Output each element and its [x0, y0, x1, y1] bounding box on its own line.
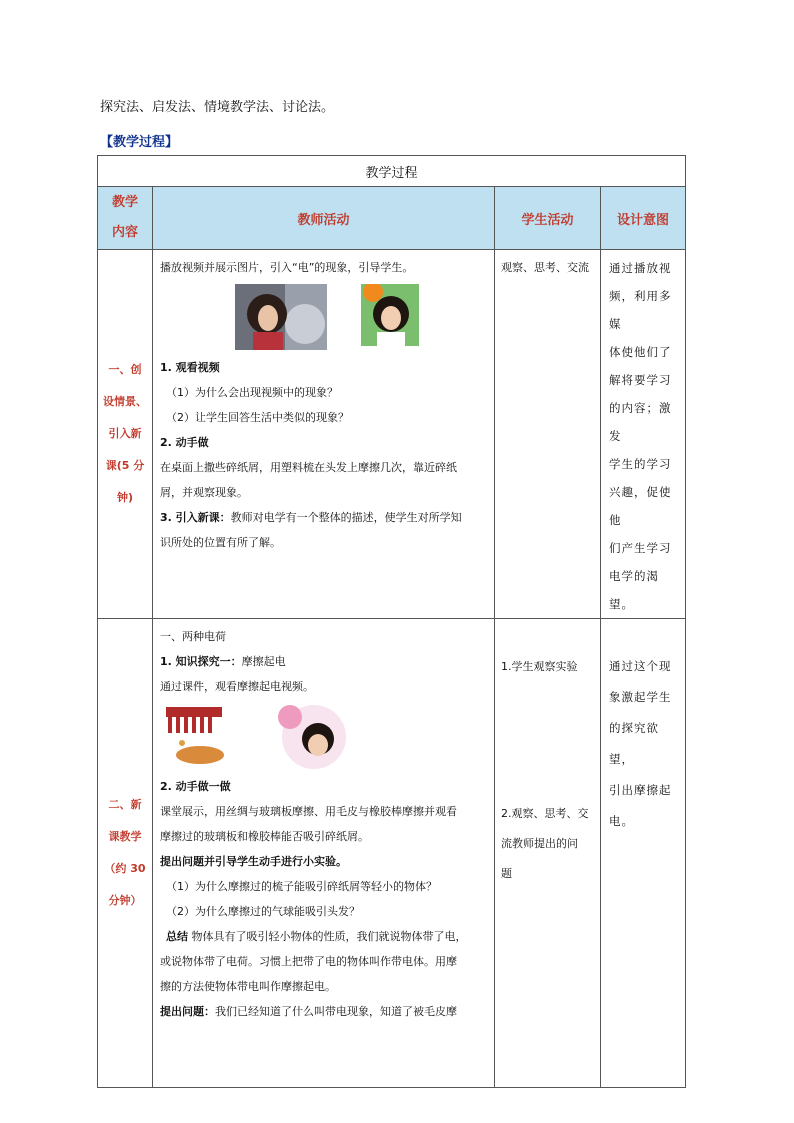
- row1-design-intent: 通过播放视 频，利用多媒 体使他们了 解将要学习 的内容；激发 学生的学习 兴趣，促使他 们产生学习 电学的渴望。: [601, 250, 686, 619]
- intro-text: 探究法、启发法、情境教学法、讨论法。: [100, 100, 335, 115]
- comb-paper-photo: [160, 703, 226, 767]
- row2-design-intent: 通过这个现 象激起学生 的探究欲望， 引出摩擦起 电。: [601, 619, 686, 1088]
- row2-label: 二、新 课教学 （约 30 分钟）: [98, 619, 153, 1088]
- girl-hair-standing-photo: [235, 284, 327, 350]
- header-intent: 设计意图: [601, 187, 686, 250]
- section-heading: 【教学过程】: [100, 135, 179, 150]
- girl-pink-balloon-photo: [272, 701, 352, 771]
- teaching-process-table: [97, 155, 686, 1088]
- friction-electricity-photos: [160, 699, 487, 774]
- girl-balloon-photo: [361, 284, 419, 346]
- row1-teacher-activity: 播放视频并展示图片，引入“电”的现象，引导学生。 1. 观看视频 （1）为什么会出现视频中的现象？ （2）让学生回答生活中类似的现象？ 2. 动手做 在桌面上撒些碎纸屑，用塑料梳在头发上摩擦几次，靠近碎纸 屑，并观察现象。 3. 引入新课：教师对电学有一个整体的描述，使学生对所学知 识所处的位置有所了解。: [153, 250, 495, 619]
- table-title: 教学过程: [98, 156, 686, 187]
- header-teacher: 教师活动: [153, 187, 495, 250]
- static-electricity-photos: [160, 280, 487, 355]
- header-student: 学生活动: [495, 187, 601, 250]
- row2-student-activity: 1.学生观察实验 2.观察、思考、交 流教师提出的问 题: [495, 619, 601, 1088]
- row2-teacher-activity: 一、两种电荷 1. 知识探究一：摩擦起电 通过课件，观看摩擦起电视频。 2. 动手做一做 课堂展示，用丝绸与玻璃板摩擦、用毛皮与橡胶棒摩擦并观看 摩擦过的玻璃板和橡胶棒能否吸引碎纸屑。 提出问题并引导学生动手进行小实验。 （1）为什么摩擦过的梳子能吸引碎纸屑等轻小的物体？ （2）为什么摩擦过的气球能吸引头发？ 总结 物体具有了吸引轻小物体的性质，我们就说物体带了电， 或说物体带了电荷。习惯上把带了电的物体叫作带电体。用摩 擦的方法使物体带电叫作摩擦起电。 提出问题：我们已经知道了什么叫带电现象，知道了被毛皮摩: [153, 619, 495, 1088]
- header-content: 教学 内容: [98, 187, 153, 250]
- row1-student-activity: 观察、思考、交流: [495, 250, 601, 619]
- row1-label: 一、创 设情景、 引入新 课(5 分 钟): [98, 250, 153, 619]
